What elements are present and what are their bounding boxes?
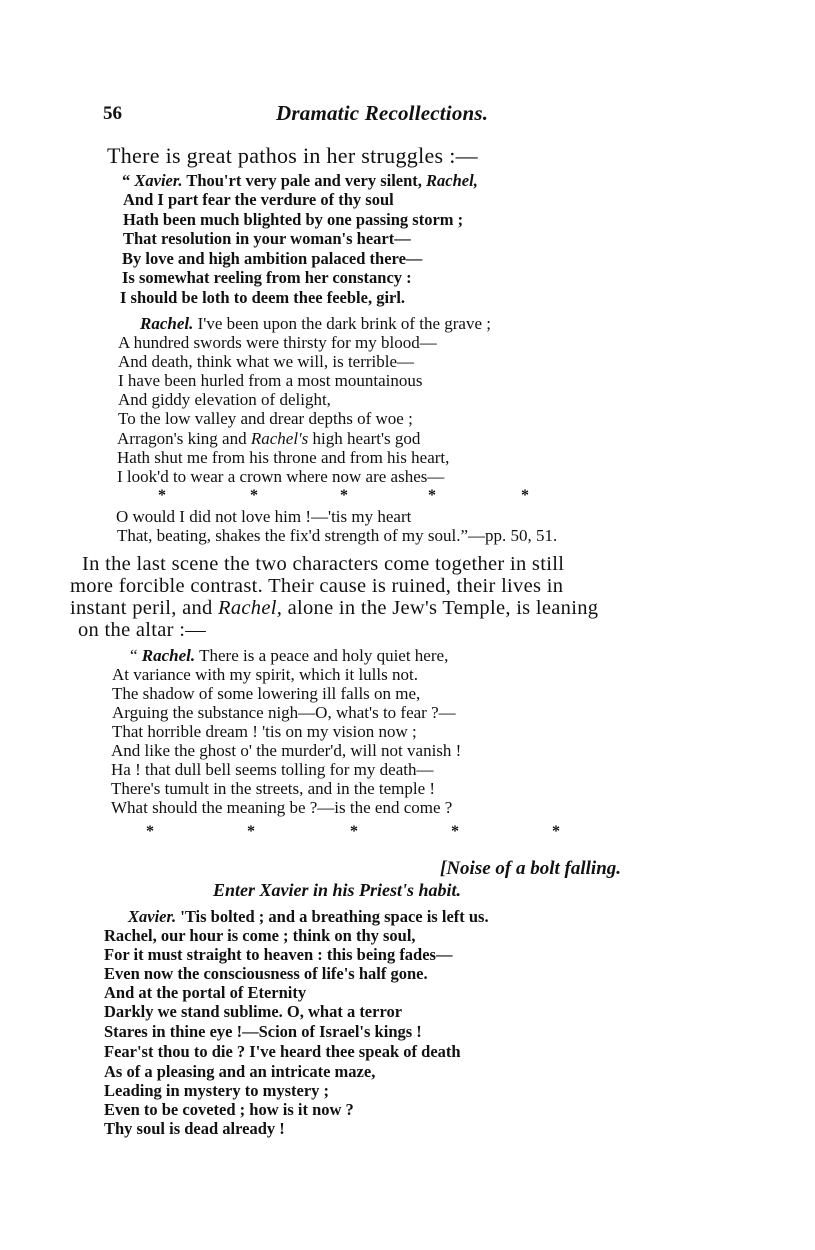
verse-line: Rachel. I've been upon the dark brink of the grave ; (140, 314, 491, 333)
prose-line: In the last scene the two characters come together in still (82, 553, 565, 575)
page-number: 56 (103, 103, 122, 124)
verse-line: Hath shut me from his throne and from his heart, (117, 448, 450, 467)
prose-line: on the altar :— (78, 619, 207, 641)
verse-line: To the low valley and drear depths of woe ; (118, 409, 413, 428)
verse-line: A hundred swords were thirsty for my blood— (118, 333, 437, 352)
prose-line: more forcible contrast. Their cause is ruined, their lives in (70, 575, 564, 597)
verse-line: By love and high ambition palaced there— (122, 249, 423, 268)
verse-line: As of a pleasing and an intricate maze, (104, 1062, 376, 1081)
verse-line: For it must straight to heaven : this being fades— (104, 945, 453, 964)
verse-line: Hath been much blighted by one passing storm ; (123, 210, 464, 229)
verse-line: Rachel, our hour is come ; think on thy soul, (104, 926, 416, 945)
verse-line: I have been hurled from a most mountainous (118, 371, 423, 390)
verse-line: O would I did not love him !—'tis my heart (116, 507, 412, 526)
verse-line: And at the portal of Eternity (104, 983, 307, 1002)
verse-line: What should the meaning be ?—is the end come ? (111, 798, 453, 817)
verse-line: Stares in thine eye !—Scion of Israel's kings ! (104, 1022, 422, 1041)
verse-line: The shadow of some lowering ill falls on me, (112, 684, 421, 703)
book-page: 56 Dramatic Recollections. There is great pathos in her struggles :— “ Xavier. Thou'rt very pale and very silent, Rachel, And I part fear the verdure of thy soul Hath been much blighted by one passing storm ; That resolution in your woman's heart— By love and high ambition palaced there— Is somewhat reeling from her constancy : I should be loth to deem thee feeble, girl. Rachel. I've been upon the dark brink of the grave ; A hundred swords were thirsty for my blood— And death, think what we will, is terrible— I have been hurled from a most mountainous And giddy elevation of delight, To the low valley and drear depths of woe ; Arragon's king and Rachel's high heart's god Hath shut me from his throne and from his heart, I look'd to wear a crown where now are ashes— * * * * * O would I did not love him !—'tis my heart That, beating, shakes the fix'd strength of my soul.”—pp. 50, 51. In the last scene the two characters come together in still more forcible contrast. Their cause is ruined, their lives in instant peril, and Rachel, alone in the Jew's Temple, is leaning on the altar :— “ Rachel. There is a peace and holy quiet here, At variance with my spirit, which it lulls not. The shadow of some lowering ill falls on me, Arguing the substance nigh—O, what's to fear ?— That horrible dream ! 'tis on my vision now ; And like the ghost o' the murder'd, will not vanish ! Ha ! that dull bell seems tolling for my death— There's tumult in the streets, and in the temple ! What should the meaning be ?—is the end come ? * * * * * [Noise of a bolt falling. Enter Xavier in his Priest's habit. Xavier. 'Tis bolted ; and a breathing space is left us. Rachel, our hour is come ; think on thy soul, For it must straight to heaven : this being fades— Even now the consciousness of life's half gone. And at the portal of Eternity Darkly we stand sublime. O, what a terror Stares in thine eye !—Scion of Israel's kings ! Fear'st thou to die ? I've heard thee speak of death As of a pleasing and an intricate maze, Leading in mystery to mystery ; Even to be coveted ; how is it now ? Thy soul is dead already ! (70, 101, 622, 1138)
verse-line: And giddy elevation of delight, (118, 390, 331, 409)
stage-direction: Enter Xavier in his Priest's habit. (213, 880, 462, 900)
verse-line: Fear'st thou to die ? I've heard thee speak of death (104, 1042, 461, 1061)
verse-line: Leading in mystery to mystery ; (104, 1081, 330, 1100)
intro-sentence: There is great pathos in her struggles :— (107, 143, 478, 168)
verse-line: There's tumult in the streets, and in the temple ! (111, 779, 436, 798)
verse-line: And death, think what we will, is terrible— (118, 352, 415, 371)
speaker-name: Xavier. (128, 907, 177, 926)
verse-line: Arguing the substance nigh—O, what's to fear ?— (112, 703, 456, 722)
verse-line: Even now the consciousness of life's half gone. (104, 964, 428, 983)
verse-line: That resolution in your woman's heart— (123, 229, 411, 248)
verse-line: That horrible dream ! 'tis on my vision now ; (112, 722, 417, 741)
verse-line: I look'd to wear a crown where now are ashes— (117, 467, 445, 486)
verse-line: “ Xavier. Thou'rt very pale and very silent, Rachel, (122, 171, 478, 190)
verse-line: “ Rachel. There is a peace and holy quiet here, (130, 646, 449, 665)
speaker-name: Rachel. (140, 314, 194, 333)
verse-line: And I part fear the verdure of thy soul (123, 190, 394, 209)
verse-line: And like the ghost o' the murder'd, will not vanish ! (111, 741, 462, 760)
verse-line: Arragon's king and Rachel's high heart's god (117, 429, 421, 448)
speaker-name: Xavier. (134, 171, 183, 190)
stage-direction: [Noise of a bolt falling. (440, 858, 622, 879)
verse-line: Darkly we stand sublime. O, what a terror (104, 1002, 403, 1021)
running-title: Dramatic Recollections. (276, 101, 489, 125)
prose-line: instant peril, and Rachel, alone in the Jew's Temple, is leaning (70, 597, 599, 619)
verse-line: That, beating, shakes the fix'd strength of my soul.”—pp. 50, 51. (117, 526, 558, 545)
verse-line: Even to be coveted ; how is it now ? (104, 1100, 354, 1119)
verse-line: Xavier. 'Tis bolted ; and a breathing space is left us. (128, 907, 489, 926)
verse-line: Is somewhat reeling from her constancy : (122, 268, 412, 287)
speaker-name: Rachel. (141, 646, 196, 665)
verse-line: At variance with my spirit, which it lulls not. (112, 665, 418, 684)
verse-line: I should be loth to deem thee feeble, girl. (120, 288, 406, 307)
verse-line: Thy soul is dead already ! (104, 1119, 285, 1138)
verse-line: Ha ! that dull bell seems tolling for my death— (111, 760, 434, 779)
